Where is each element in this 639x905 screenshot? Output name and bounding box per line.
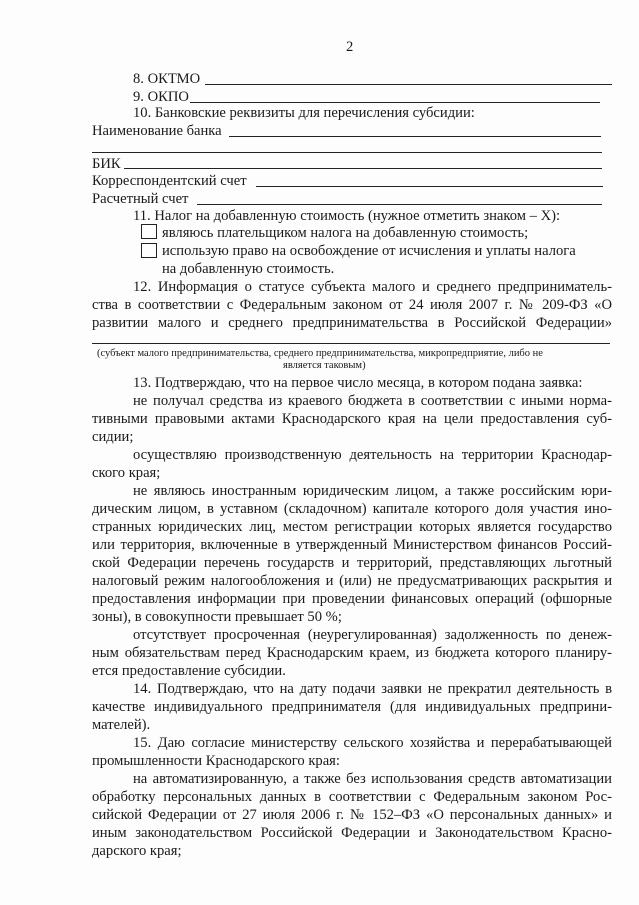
item13-line: тивными правовыми актами Краснодарского края на цели предоставления суб-	[92, 411, 612, 427]
item15-line: иным законодательством Российской Федерации и Законодательством Красно-	[92, 825, 612, 841]
item13-line: странных юридических лиц, местом регистрации которых является государство	[92, 519, 612, 535]
item13-line: предоставления информации при проведении финансовых операций (офшорные	[92, 591, 612, 607]
okpo-field[interactable]	[190, 102, 600, 103]
item13-line: 13. Подтверждаю, что на первое число месяца, в котором подана заявка:	[133, 375, 583, 391]
item13-line: дическим лицом, в уставном (складочном) капитале которого доля участия ино-	[92, 501, 612, 517]
corr-account-field[interactable]	[256, 186, 603, 187]
bank-heading: 10. Банковские реквизиты для перечисления субсидии:	[133, 105, 475, 121]
item15-line: дарского края;	[92, 843, 182, 859]
item13-line: осуществляю производственную деятельность на территории Краснодар-	[133, 447, 612, 463]
vat-option-exempt: использую право на освобождение от исчисления и уплаты налога	[162, 243, 576, 259]
settlement-account-field[interactable]	[197, 204, 602, 205]
item13-line: налоговый режим налогообложения и (или) не предусматривающих раскрытия и	[92, 573, 612, 589]
page-number: 2	[346, 39, 354, 55]
bank-name-label: Наименование банка	[92, 123, 222, 139]
item14-line: 14. Подтверждаю, что на дату подачи заявки не прекратил деятельность в	[133, 681, 612, 697]
bik-label: БИК	[92, 156, 121, 172]
item13-line: зоны), в совокупности превышает 50 %;	[92, 609, 342, 625]
sme-status-note-cont: является таковым)	[283, 360, 366, 371]
item14-line: качестве индивидуального предпринимателя (для индивидуальных предприни-	[92, 699, 612, 715]
bik-field[interactable]	[124, 168, 602, 169]
item15-line: на автоматизированную, а также без использования средств автоматизации	[133, 771, 612, 787]
vat-option-exempt-cont: на добавленную стоимость.	[162, 261, 335, 277]
bank-name-field-2[interactable]	[92, 152, 602, 153]
item13-line: ным обязательствам перед Краснодарским краем, из бюджета которого планиру-	[92, 645, 612, 661]
item13-line: или территория, включенные в утвержденный Министерством финансов Россий-	[92, 537, 612, 553]
okpo-label: 9. ОКПО	[133, 89, 189, 105]
settlement-account-label: Расчетный счет	[92, 191, 189, 207]
item13-line: отсутствует просроченная (неурегулированная) задолженность по денеж-	[133, 627, 612, 643]
item13-line: не получал средства из краевого бюджета в соответствии с иными норма-	[133, 393, 612, 409]
item15-line: 15. Даю согласие министерству сельского хозяйства и перерабатывающей	[133, 735, 612, 751]
item13-line: ется предоставление субсидии.	[92, 663, 286, 679]
vat-exempt-checkbox[interactable]	[141, 243, 157, 258]
item12-line3: развитии малого и среднего предпринимательства в Российской Федерации»	[92, 315, 612, 331]
corr-account-label: Корреспондентский счет	[92, 173, 247, 189]
item12-line1: 12. Информация о статусе субъекта малого и среднего предприниматель-	[133, 279, 612, 295]
item15-line: сийской Федерации от 27 июля 2006 г. № 152–ФЗ «О персональных данных» и	[92, 807, 612, 823]
vat-heading: 11. Налог на добавленную стоимость (нужное отметить знаком – X):	[133, 208, 561, 224]
item13-line: сидии;	[92, 429, 134, 445]
item14-line: мателей).	[92, 717, 151, 733]
vat-payer-checkbox[interactable]	[141, 224, 157, 239]
sme-status-field[interactable]	[92, 343, 610, 344]
item15-line: промышленности Краснодарского края:	[92, 753, 340, 769]
sme-status-note: (субъект малого предпринимательства, среднего предпринимательства, микропредприятие, либо не	[97, 348, 543, 359]
oktmo-field[interactable]	[205, 84, 612, 85]
vat-option-payer: являюсь плательщиком налога на добавленную стоимость;	[162, 225, 529, 241]
item15-line: обработку персональных данных в соответствии с Федеральным законом Рос-	[92, 789, 612, 805]
oktmo-label: 8. ОКТМО	[133, 71, 201, 87]
item13-line: не являюсь иностранным юридическим лицом, а также российским юри-	[133, 483, 612, 499]
item13-line: ской Федерации перечень государств и территорий, представляющих льготный	[92, 555, 612, 571]
bank-name-field[interactable]	[229, 136, 601, 137]
item12-line2: ства в соответствии с Федеральным законом от 24 июля 2007 г. № 209-ФЗ «О	[92, 297, 612, 313]
item13-line: ского края;	[92, 465, 161, 481]
